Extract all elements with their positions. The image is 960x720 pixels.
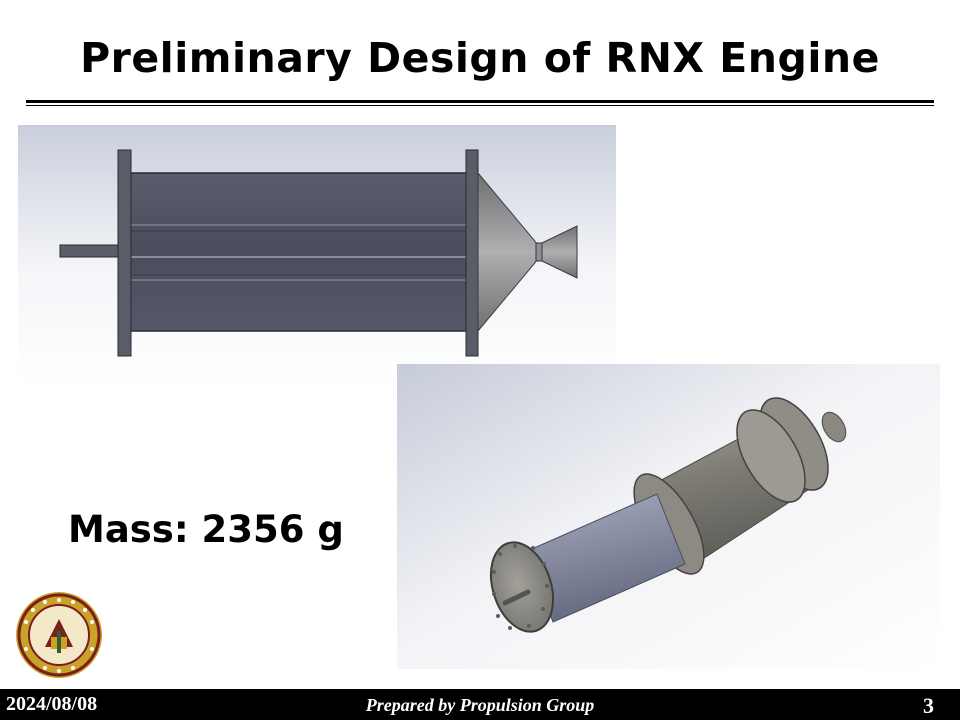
front-flange [118,150,131,356]
engine-isometric-view-image [397,364,940,669]
mass-label: Mass: 2356 g [68,508,344,551]
footer-bar [0,689,960,720]
university-seal-icon [15,591,103,679]
slide-title: Preliminary Design of RNX Engine [80,34,880,82]
footer-date: 2024/08/08 [6,693,98,715]
footer-credit: Prepared by Propulsion Group [365,695,595,715]
rear-flange [466,150,478,356]
page-number: 3 [923,693,934,718]
combustion-chamber-body [126,173,472,331]
title-rule-thin [26,105,934,106]
title-rule-thick [26,100,934,103]
engine-side-view-image [18,125,616,385]
